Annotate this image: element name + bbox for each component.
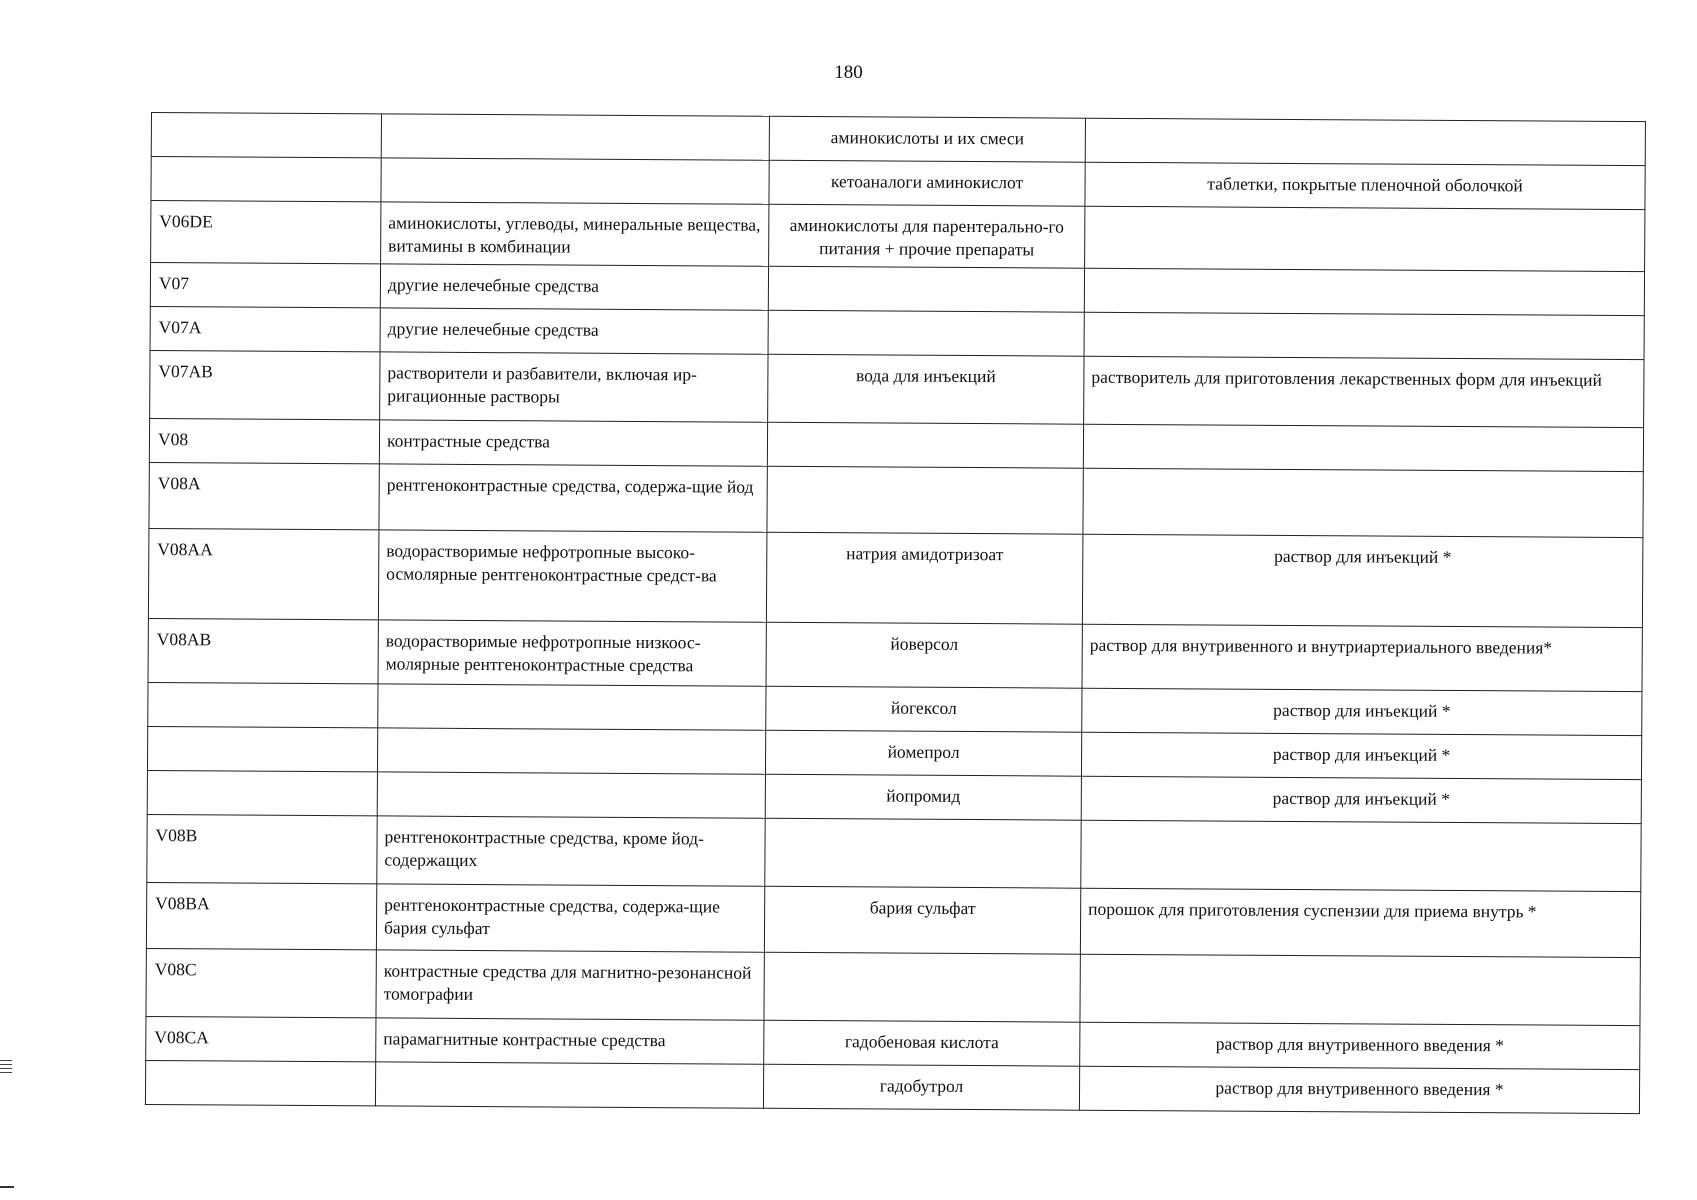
dosage-form-cell: раствор для инъекций *: [1081, 732, 1641, 779]
substance-cell: бария сульфат: [764, 886, 1080, 954]
dosage-form-cell: порошок для приготовления суспензии для приема внутрь *: [1080, 888, 1640, 957]
atc-code-cell: V07A: [150, 306, 380, 351]
substance-cell: [768, 310, 1084, 356]
group-name-cell: [381, 114, 769, 160]
dosage-form-cell: [1083, 468, 1643, 537]
substance-cell: [765, 818, 1081, 888]
dosage-form-cell: [1084, 268, 1644, 315]
substance-cell: [768, 266, 1084, 312]
page-number: 180: [834, 62, 863, 83]
atc-code-cell: V08C: [146, 948, 376, 1017]
substance-cell: вода для инъекций: [768, 354, 1084, 424]
dosage-form-cell: таблетки, покрытые пленочной оболочкой: [1085, 162, 1645, 209]
dosage-form-cell: [1085, 118, 1645, 165]
table-row: [145, 1060, 1639, 1113]
group-name-cell: парамагнитные контрастные средства: [376, 1018, 764, 1064]
dosage-form-cell: раствор для инъекций *: [1081, 776, 1641, 823]
substance-cell: аминокислоты для парентерально-го питания + прочие препараты: [769, 204, 1085, 268]
dosage-form-cell: растворитель для приготовления лекарственных форм для инъекций: [1084, 356, 1644, 427]
atc-code-cell: V08: [149, 418, 379, 463]
substance-cell: [767, 466, 1083, 534]
dosage-form-cell: [1084, 312, 1644, 359]
substance-cell: [767, 422, 1083, 468]
atc-code-cell: [145, 1060, 375, 1105]
group-name-cell: контрастные средства для магнитно-резонансной томографии: [376, 950, 764, 1020]
table-row: [146, 882, 1640, 957]
group-name-cell: [377, 728, 765, 774]
substance-cell: аминокислоты и их смеси: [769, 116, 1085, 162]
substance-cell: гадобутрол: [763, 1064, 1079, 1110]
drug-table: [145, 112, 1646, 1114]
substance-cell: йогексол: [766, 686, 1082, 732]
group-name-cell: водорастворимые нефротропные низкоос-молярные рентгеноконтрастные средства: [378, 620, 766, 686]
atc-code-cell: V08A: [149, 462, 379, 529]
scan-edge-line: [0, 1186, 14, 1188]
drug-table-container: [145, 112, 1645, 1114]
atc-code-cell: V08BA: [146, 882, 376, 949]
substance-cell: кетоаналоги аминокислот: [769, 160, 1085, 206]
substance-cell: [764, 952, 1080, 1022]
atc-code-cell: [147, 726, 377, 771]
dosage-form-cell: [1080, 954, 1640, 1025]
group-name-cell: рентгеноконтрастные средства, содержа-щие бария сульфат: [376, 884, 764, 952]
group-name-cell: аминокислоты, углеводы, минеральные вещества, витамины в комбинации: [381, 202, 769, 266]
atc-code-cell: [147, 770, 377, 815]
group-name-cell: [381, 158, 769, 204]
atc-code-cell: [148, 682, 378, 727]
atc-code-cell: V08B: [147, 814, 377, 883]
atc-code-cell: V07AB: [150, 350, 380, 419]
substance-cell: йопромид: [765, 774, 1081, 820]
dosage-form-cell: раствор для внутривенного и внутриартериального введения*: [1082, 624, 1642, 691]
group-name-cell: [377, 772, 765, 818]
table-row: [151, 201, 1645, 272]
substance-cell: натрия амидотризоат: [766, 532, 1083, 624]
substance-cell: йоверсол: [766, 622, 1082, 688]
atc-code-cell: V08CA: [146, 1016, 376, 1061]
group-name-cell: растворители и разбавители, включая ир-ригационные растворы: [380, 352, 768, 422]
atc-code-cell: V06DE: [151, 201, 381, 264]
table-row: [148, 618, 1642, 691]
dosage-form-cell: раствор для инъекций *: [1082, 534, 1643, 627]
table-row: [147, 814, 1641, 891]
dosage-form-cell: [1085, 206, 1645, 271]
table-row: [146, 948, 1640, 1025]
table-row: [149, 462, 1643, 537]
substance-cell: йомепрол: [765, 730, 1081, 776]
group-name-cell: [378, 684, 766, 730]
dosage-form-cell: [1081, 820, 1641, 891]
table-row: [148, 528, 1643, 627]
atc-code-cell: [151, 157, 381, 202]
dosage-form-cell: [1083, 424, 1643, 471]
atc-code-cell: V07: [150, 263, 380, 308]
group-name-cell: рентгеноконтрастные средства, кроме йод-содержащих: [377, 816, 765, 886]
group-name-cell: водорастворимые нефротропные высоко-осмолярные рентгеноконтрастные средст-ва: [378, 530, 767, 622]
atc-code-cell: [151, 113, 381, 158]
atc-code-cell: V08AB: [148, 618, 378, 683]
substance-cell: гадобеновая кислота: [764, 1020, 1080, 1066]
table-row: [150, 350, 1644, 427]
dosage-form-cell: раствор для внутривенного введения *: [1079, 1066, 1639, 1113]
scan-edge-marks: [0, 1060, 12, 1076]
dosage-form-cell: раствор для инъекций *: [1082, 688, 1642, 735]
atc-code-cell: V08AA: [148, 528, 379, 619]
group-name-cell: контрастные средства: [379, 420, 767, 466]
group-name-cell: [375, 1062, 763, 1108]
group-name-cell: другие нелечебные средства: [380, 308, 768, 354]
dosage-form-cell: раствор для внутривенного введения *: [1080, 1022, 1640, 1069]
group-name-cell: рентгеноконтрастные средства, содержа-щие йод: [379, 464, 767, 532]
group-name-cell: другие нелечебные средства: [380, 264, 768, 310]
